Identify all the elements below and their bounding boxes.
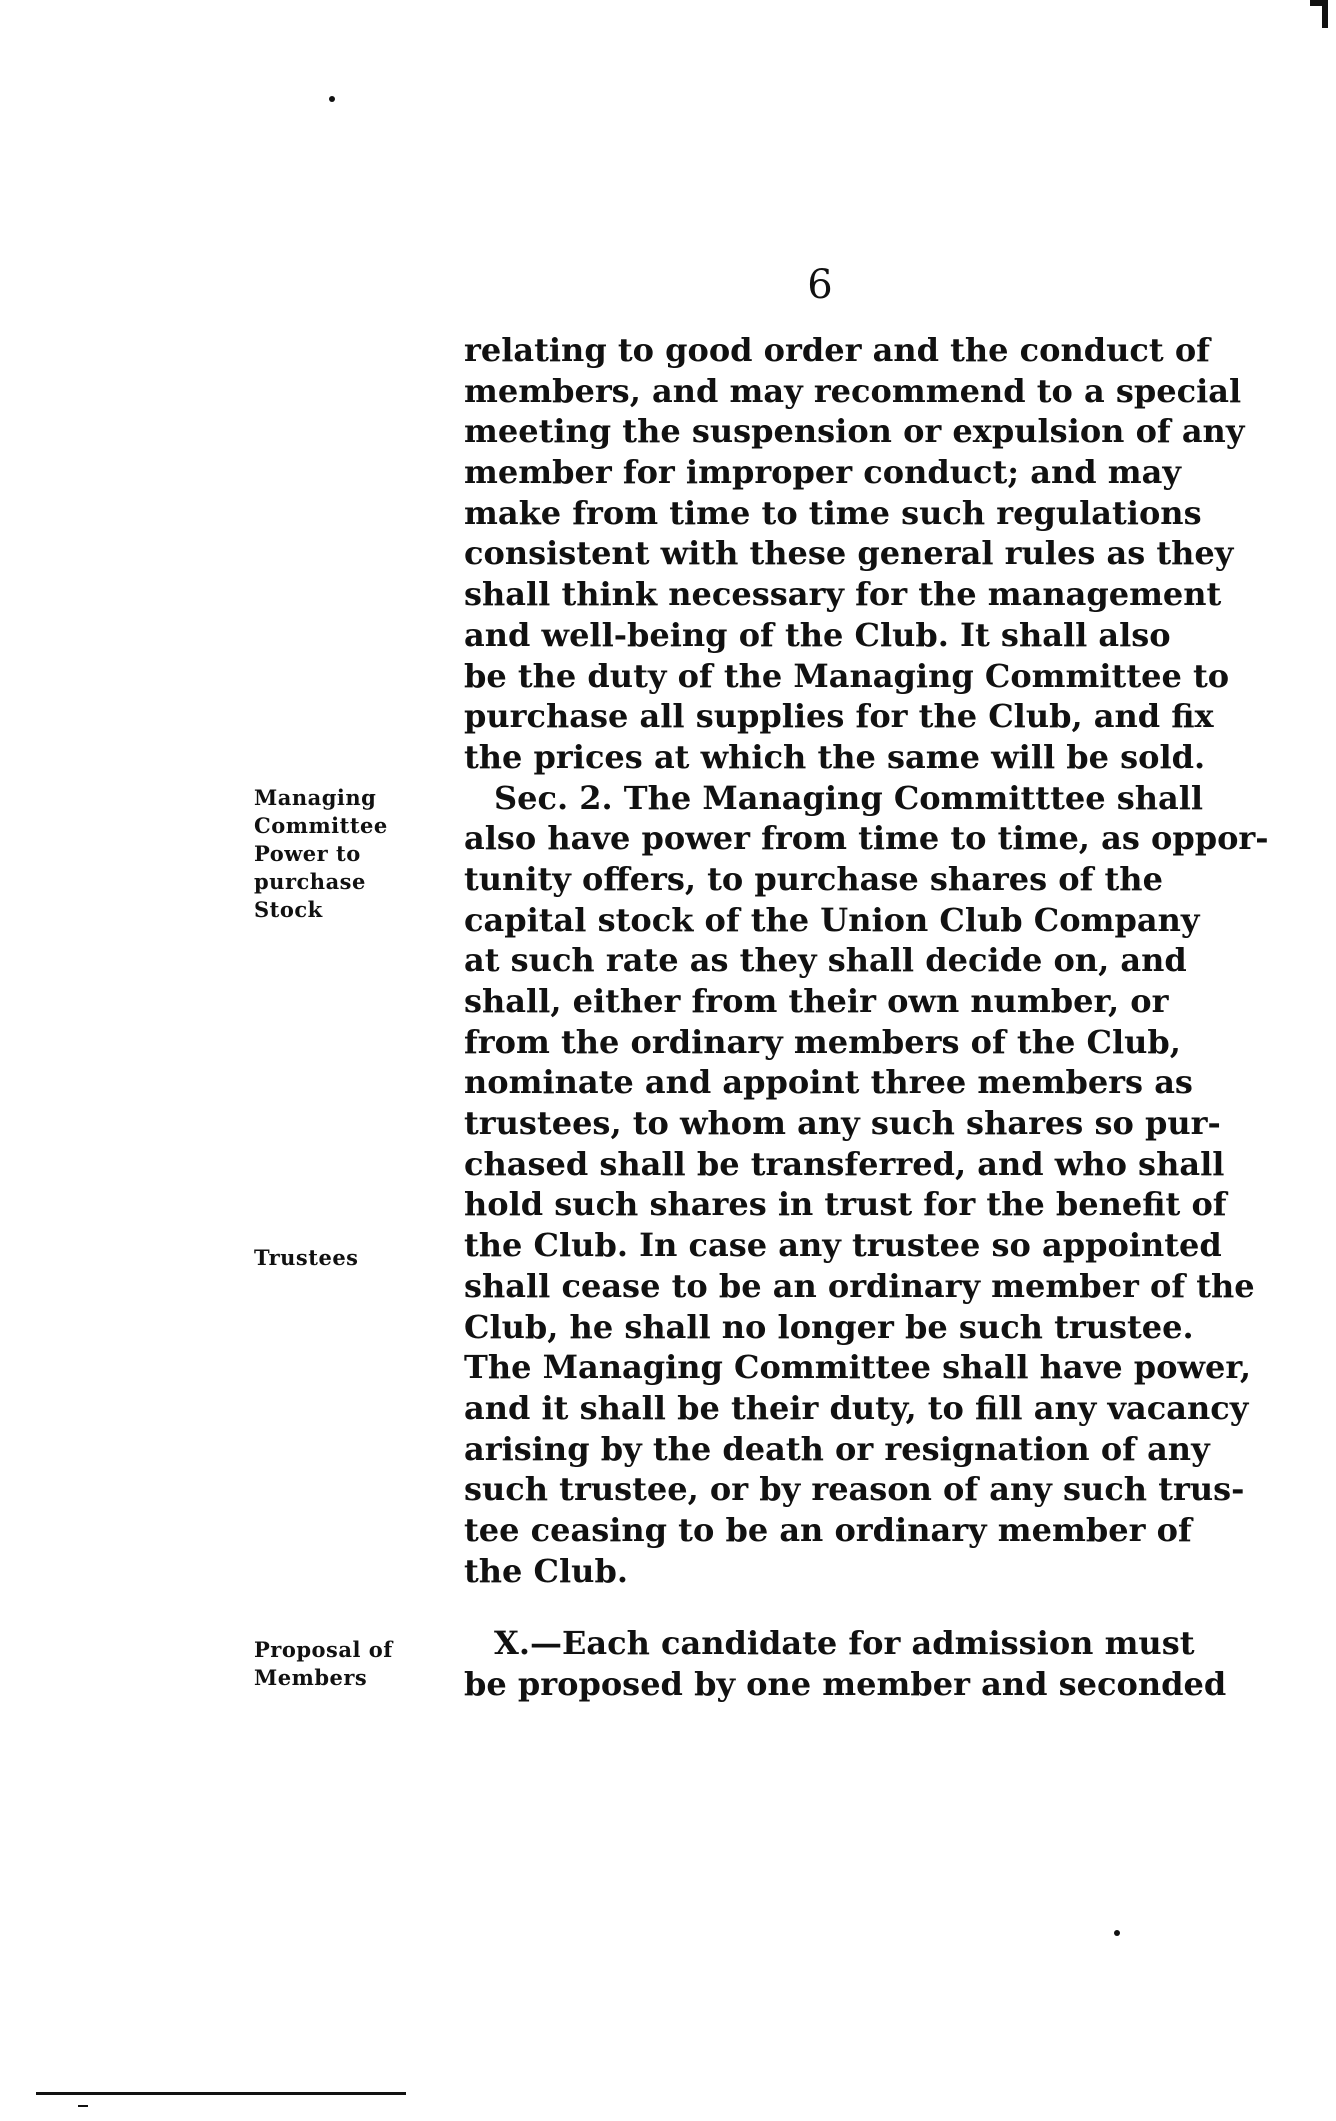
text-line: such trustee, or by reason of any such trus- bbox=[464, 1470, 1245, 1509]
margin-note-proposal-of-members bbox=[254, 1636, 393, 1692]
text-line: be the duty of the Managing Committee to bbox=[464, 656, 1230, 695]
paragraph-3 bbox=[464, 1623, 1227, 1704]
text-line: the prices at which the same will be sold. bbox=[464, 737, 1206, 776]
margin-note-line: Proposal of bbox=[254, 1637, 393, 1662]
page-number: 6 bbox=[807, 262, 833, 308]
text-line: also have power from time to time, as oppor- bbox=[464, 819, 1269, 858]
margin-note-line: purchase bbox=[254, 869, 366, 894]
margin-note-line: Members bbox=[254, 1665, 368, 1690]
text-line: tunity offers, to purchase shares of the bbox=[464, 859, 1163, 898]
text-line: capital stock of the Union Club Company bbox=[464, 900, 1200, 939]
bottom-rule bbox=[36, 2092, 406, 2095]
text-line: X.—Each candidate for admission must bbox=[494, 1624, 1195, 1663]
text-line: purchase all supplies for the Club, and fix bbox=[464, 697, 1214, 736]
margin-note-line: Committee bbox=[254, 813, 388, 838]
corner-mark-vertical bbox=[1322, 0, 1328, 28]
text-line: at such rate as they shall decide on, and bbox=[464, 941, 1187, 980]
text-line: nominate and appoint three members as bbox=[464, 1063, 1193, 1102]
text-line: arising by the death or resignation of any bbox=[464, 1429, 1210, 1468]
text-line: meeting the suspension or expulsion of any bbox=[464, 412, 1245, 451]
text-line: and it shall be their duty, to fill any vacancy bbox=[464, 1388, 1249, 1427]
text-line: shall think necessary for the management bbox=[464, 575, 1222, 614]
paragraph-gap bbox=[464, 1591, 1154, 1623]
margin-note-line: Power to bbox=[254, 841, 361, 866]
text-line: be proposed by one member and seconded bbox=[464, 1665, 1227, 1703]
text-line: from the ordinary members of the Club, bbox=[464, 1022, 1181, 1061]
text-line: Club, he shall no longer be such trustee. bbox=[464, 1307, 1194, 1346]
text-line: the Club. In case any trustee so appointed bbox=[464, 1226, 1222, 1265]
body-text bbox=[464, 330, 1269, 1705]
paragraph-2 bbox=[464, 778, 1269, 1592]
text-line: Sec. 2. The Managing Committtee shall bbox=[494, 778, 1204, 817]
margin-note-trustees bbox=[254, 1244, 359, 1272]
speck-dot bbox=[329, 96, 335, 102]
text-line: members, and may recommend to a special bbox=[464, 371, 1242, 410]
text-line: and well-being of the Club. It shall also bbox=[464, 615, 1171, 654]
margin-note-line: Stock bbox=[254, 897, 323, 922]
text-line: member for improper conduct; and may bbox=[464, 453, 1181, 492]
paragraph-1 bbox=[464, 330, 1245, 778]
text-line: tee ceasing to be an ordinary member of bbox=[464, 1510, 1192, 1549]
text-line: consistent with these general rules as they bbox=[464, 534, 1234, 573]
text-line: shall cease to be an ordinary member of the bbox=[464, 1266, 1255, 1305]
text-line: relating to good order and the conduct of bbox=[464, 331, 1210, 369]
text-line: the Club. bbox=[464, 1551, 628, 1590]
speck-dot bbox=[1114, 1930, 1120, 1936]
margin-note-line: Trustees bbox=[254, 1245, 359, 1270]
text-line: trustees, to whom any such shares so pur- bbox=[464, 1104, 1221, 1143]
text-line: make from time to time such regulations bbox=[464, 493, 1202, 532]
text-line: shall, either from their own number, or bbox=[464, 982, 1169, 1020]
margin-note-line: Managing bbox=[254, 785, 377, 810]
text-line: The Managing Committee shall have power, bbox=[464, 1348, 1252, 1387]
text-line: hold such shares in trust for the benefit of bbox=[464, 1185, 1227, 1224]
text-line: chased shall be transferred, and who shall bbox=[464, 1144, 1225, 1183]
margin-note-managing-committee bbox=[254, 784, 388, 924]
bottom-rule-short bbox=[78, 2105, 88, 2107]
